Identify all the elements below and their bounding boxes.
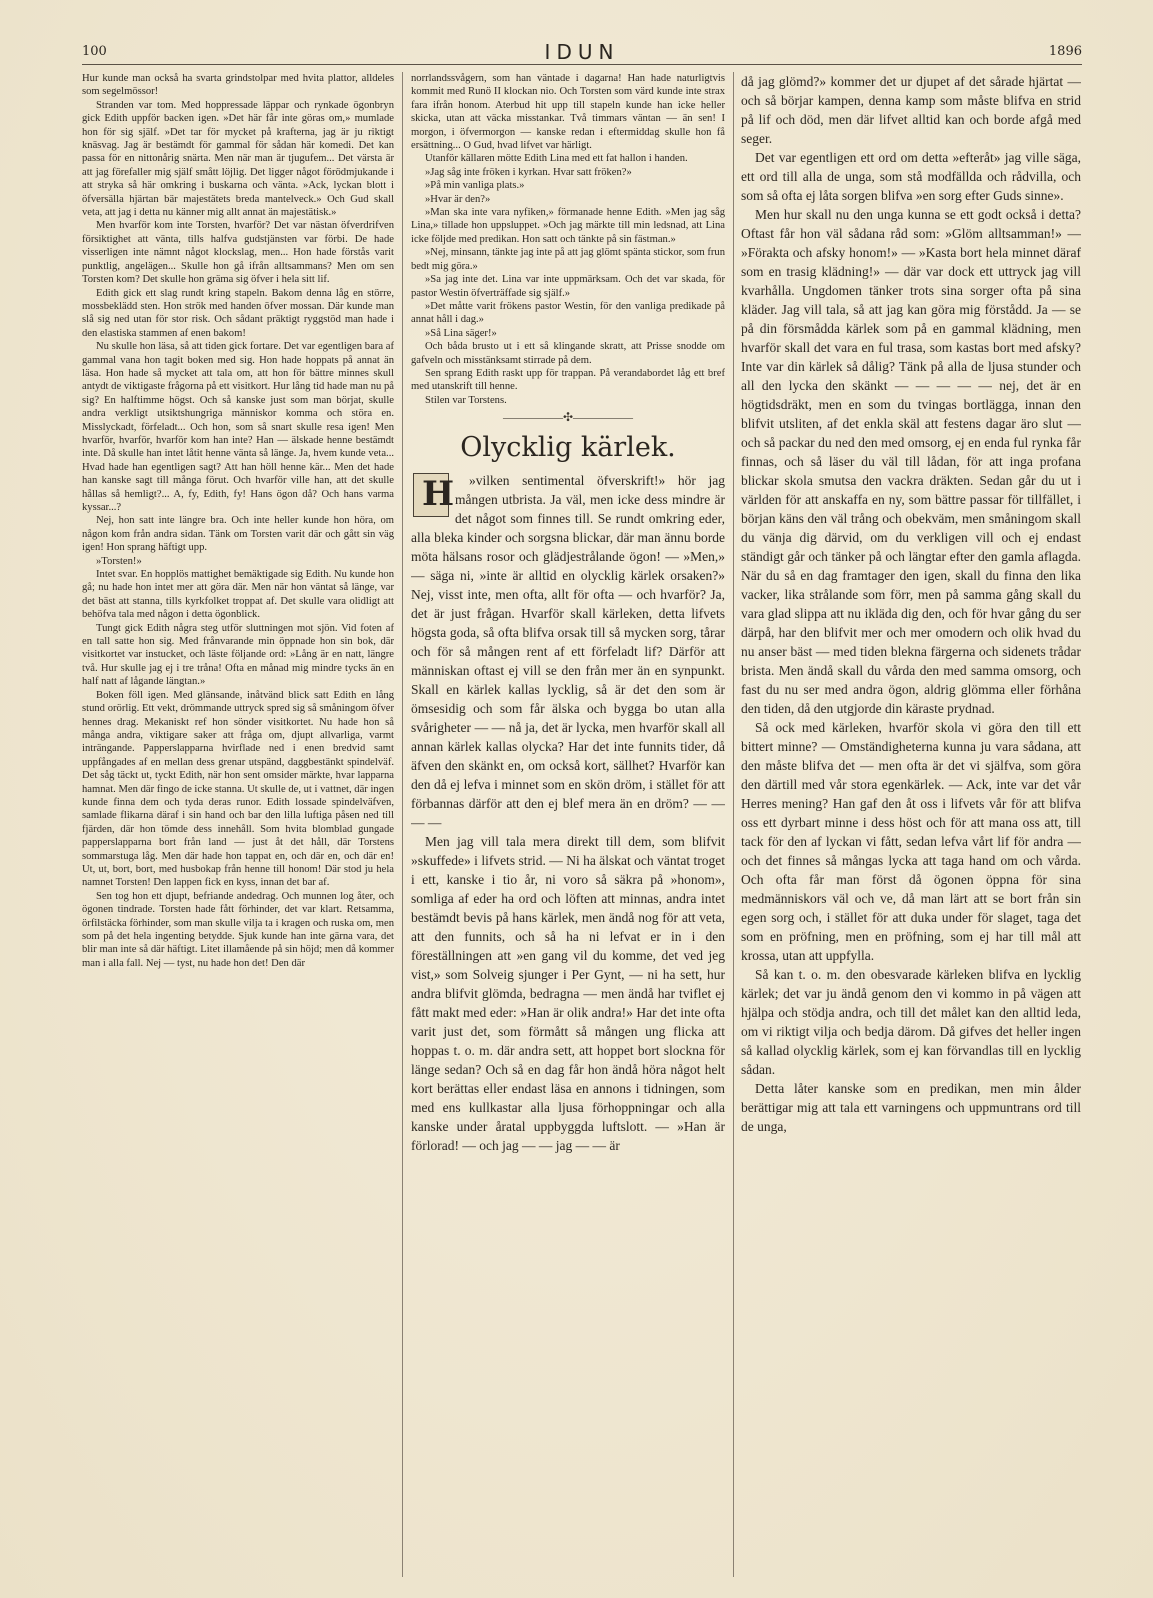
paragraph: Detta låter kanske som en predikan, men min ålder berättigar mig att tala ett varningens och uppmuntrans ord till de unga,: [741, 1081, 1081, 1134]
paragraph: »Så Lina säger!»: [425, 327, 497, 339]
paragraph: »Jag såg inte fröken i kyrkan. Hvar satt fröken?»: [425, 166, 632, 178]
header-rule: [82, 64, 1082, 65]
paragraph: Så ock med kärleken, hvarför skola vi göra den till ett bittert minne? — Omständigheterna kunna ju vara sådana, att den måste blifva det — men ofta är det vi själfva, som göra den därtill med vår stora egenkärlek. — Ack, inte var det vår Herres mening? Han gaf den åt oss i lifvets vår för att blifva oss ett dyrbart minne i dess höst och för att mana oss att, till tack för den af lyckan vi fått, sedan lefva vårt lif för andra — och det finnes så mångas lycka att taga hand om och vårda. Och ofta får man först då ögonen öppna för sina medmänniskors väl och ve, då man lärt att se bort från sin egen sorg och, i stället för att duka under för slaget, taga det som en pröfning, men en pröfning, som ej har till mål att krossa, utan att uppfylla.: [741, 720, 1081, 963]
paragraph: Så kan t. o. m. den obesvarade kärleken blifva en lycklig kärlek; det var ju ändå genom den vi kommo in på vägen att hjälpa och stödja andra, och till det målet kan den alltid leda, om vi riktigt vilja och bedja därom. Då gifves det heller ingen så kallad olycklig kärlek, som ej kan förvandlas till en lycklig sådan.: [741, 967, 1081, 1077]
column-3: [741, 72, 1081, 1577]
paragraph: »Torsten!»: [96, 555, 142, 567]
paragraph: Stranden var tom. Med hoppressade läppar och rynkade ögonbryn gick Edith uppför backen igen. »Det här får inte göras om,» mumlade hon för sig själf. »Det tar för mycket på krafterna, jag är ju riktigt knäsvag. Jag är bestämdt för gammal för sådan här komedi. Det kan passa för en nittonårig snärta. Men när man är tjugufem... Det värsta är att jag förefaller mig själf smått löjlig. Det ligger något förödmjukande i att stryka så här omkring i buskarna och vänta. »Ack, lyckan blott i öfversälla hjärtan bär majestätets breda mantelveck.» Och Gud skall veta, att jag i detta nu känner mig allt annat än majestätisk.»: [82, 99, 394, 219]
year: 1896: [1048, 44, 1082, 59]
column-2: [411, 72, 725, 1577]
paragraph: Nej, hon satt inte längre bra. Och inte heller kunde hon höra, om någon kom från andra sidan. Tänk om Torsten varit där och gått sin väg igen! Hon sprang häftigt upp.: [82, 515, 394, 554]
column-divider: [402, 72, 403, 1577]
paragraph: Edith gick ett slag rundt kring stapeln. Bakom denna låg en större, mossbeklädd sten. Hon strök med handen öfver mossan. Där kunde man slå sig ned utan för stor risk. Och sådant präktigt ryggstöd man hade i den elastiska stammen af enen bakom!: [82, 287, 394, 339]
paragraph: »Sa jag inte det. Lina var inte uppmärksam. Och det var skada, för pastor Westin öfverträffade sig själf.»: [411, 274, 725, 299]
paragraph: då jag glömd?» kommer det ur djupet af det sårade hjärtat — och så börjar kampen, denna kamp som måste blifva en strid på lif och död, men där lifvet alltid kan och borde afgå med seger.: [741, 74, 1081, 146]
paragraph: Hur kunde man också ha svarta grindstolpar med hvita plattor, alldeles som segelmössor!: [82, 73, 394, 98]
paragraph: Och båda brusto ut i ett så klingande skratt, att Prisse snodde om gafveln och misstänksamt stirrade på dem.: [411, 341, 725, 366]
paragraph: Boken föll igen. Med glänsande, inåtvänd blick satt Edith en lång stund orörlig. Ett vekt, drömmande uttryck spred sig så småningom öfver hennes drag. Mekaniskt ref hon sönder visitkortet. Nu hade hon så många andra, viktigare saker att fråga om, djupt allvarliga, varmt inträngande. Papperslapparna hvirflade ned i enen bredvid samt uppfångades af en mellan dess grenar utspänd, daggbestänkt spindelväf. Det såg täckt ut, tyckt Edith, när hon sent omsider märkte, hvar lapparna hamnat. Men där fingo de icke stanna. Ut skulle de, ut i vattnet, där ingen kunde finna dem och tyda deras runor. Edith lossade spindelväfven, samlade flikarna däraf i sin hand och bar den lilla luftiga påsen ned till fjärden, där hon tömde dess innehåll. Som hvita blomblad gungade papperslapparna bort från land — just åt det håll, där Torstens sommarstuga låg. Men där hade hon tappat en, och där en, och där en! Ut, ut, bort, bort, med husbokap från henne till honom! Där stod ju hela namnet Torsten! Den lappen fick en kyss, innan det bar af.: [82, 689, 394, 889]
drop-cap: H: [413, 473, 449, 517]
paragraph: [411, 471, 725, 832]
paragraph: Tungt gick Edith några steg utför sluttningen mot sjön. Vid foten af en tall satte hon sig. Med frånvarande min öppnade hon sin bok, där visitkortet var instucket, och läste följande ord: »Lång är en natt, längre två. Hur skulle jag ej i tre tråna! Ofta en månad mig mindre tycks än en half natt af lågande längtan.»: [82, 622, 394, 688]
essay: [411, 431, 725, 1155]
paragraph: »Man ska inte vara nyfiken,» förmanade henne Edith. »Men jag såg Lina,» tillade hon uppsluppet. »Och jag märkte till min ledsnad, att Lina icke följde med predikan. Hon satt och tänkte på sin fästman.»: [411, 207, 725, 245]
paragraph: »Hvar är den?»: [425, 193, 491, 205]
paragraph: Utanför källaren mötte Edith Lina med ett fat hallon i handen.: [425, 153, 688, 165]
paragraph: Nu skulle hon läsa, så att tiden gick fortare. Det var egentligen bara af gammal vana hon tagit boken med sig. Hon hade hoppats på annat än läsa. Hon hade så mycket att tala om, att hon för bättre minnes skull antydt de viktigaste frågorna på ett visitkort. Hur lång tid hade man nu på sig? En halftimme högst. Och så kanske just som man börjat, skulle andra verkligt utsiktshungriga människor komma och störa en. Misslyckadt, förfeladt... Och hon, som så snart skulle resa igen! Men hvarför, hvarför, hvarför kom han inte? Han — älskade henne bestämdt inte. Då skulle han intet låtit henne vänta så länge. Ja, hvem kunde veta... Hvad hade han egentligen sagt? Att han höll henne kär... Men det hade han kanske sagt till många förut. Och hvarför ville han, att det skulle hållas så hemligt?... A, fy, Edith, fy! Hans ögon då? Och hans varma kyssar...?: [82, 341, 394, 513]
paragraph: Men hur skall nu den unga kunna se ett godt också i detta? Oftast får hon väl sådana råd som: »Glöm alltsamman!» — »Förakta och afsky honom!» — »Kasta bort hela minnet däraf som en trasig klädning!» — där var dock ett uttryck jag vill kvarhålla. Ungdomen tänker trots sina sorger ofta på sina kläder. Jag vill tala, så att jag kan göra mig förstådd. Ja — se på din försmådda kärlek som på en gammal klädning, men hvarför skall det vara en ful trasa, som kastas bort med afsky? Inte var din kärlek så dålig? Tänk på alla de ljusa stunder och all den lycka den skänkt — — — — — nej, det är en högtidsdräkt, men en som du tvingas bortlägga, innan den blifvit utsliten, af det enkla skäl att festens dagar äro slut — och så packar du ned den med omsorg, ej en enda ful rynka får finnas, och så läser du väl till lådan, för att inga profana blickar skola smutsa den vackra dräkten. Sedan går du ut i världen för att anskaffa en ny, som bättre passar för tillfället, i början käns den väl trång och obekväm, men småningom skall du vänja dig därvid, om du verkligen vill och ej endast ständigt går och tänker på och längtar efter den gamla aflagda. När du så en dag framtager den igen, skall du finna den lika vacker, lika strålande som förr, men på samma gång skall du vara glad slippa att nu ikläda dig den, och för hvar gång du ser därpå, har den blifvit mer och mer omodern och olik hvad du nu anser bäst — med tiden blekna färgerna och sidenets trådar brista. Men ändå skall du vårda den med samma omsorg, och fast du nu ser med andra ögon, aldrig glömma eller förhåna den tiden, då den utgjorde din käraste prydnad.: [741, 207, 1081, 716]
column-1: [82, 72, 394, 1577]
running-head: [82, 40, 1082, 64]
paragraph: Intet svar. En hopplös mattighet bemäktigade sig Edith. Nu kunde hon gå; nu hade hon intet mer att göra där. Men när hon väntat så länge, var det bäst att stanna, tills kyrkfolket troppat af. Det skulle vara olidligt att behöfva tala med någon i detta ögonblick.: [82, 569, 394, 621]
paragraph: norrlandssvågern, som han väntade i dagarna! Han hade naturligtvis kommit med Runö II klockan nio. Och Torsten som värd kunde inte strax fara ifrån honom. Aterbud hit upp till stapeln kunde han icke heller skicka, utan att väcka misstankar. Två timmars väntan — än sen! I morgon, i öfvermorgon — kanske redan i eftermiddag skulle hon få ersättning... O Gud, hvad lifvet var härligt.: [411, 73, 725, 152]
paragraph: Sen tog hon ett djupt, befriande andedrag. Och munnen log åter, och ögonen tindrade. Torsten hade fått förhinder, det var klart. Retsamma, örfilstäcka förhinder, som man skulle vilja ta i kragen och ruska om, men som på det hela ingenting betydde. Sjuk kunde han inte gärna vara, det blir man inte så där häftigt. Litet illamående på sin höjd; men då kommer man i alla fall. Nej — tyst, nu hade hon det! Den där: [82, 890, 394, 969]
paragraph: Men jag vill tala mera direkt till dem, som blifvit »skuffede» i lifvets strid. — Ni ha älskat och väntat troget i ett, kanske i tio år, ni voro så säkra på »honom», somliga af eder ha ord och löften att minnas, andra intet bestämdt bevis på hans kärlek, men ändå nog för att veta, att den funnits, och så ha ni lefvat er in i den föreställningen att »en gang vil du komme, det ved jeg vist,» som Solveig sjunger i Per Gynt, — ni ha sett, hur andra blifvit glömda, bedragna — men ändå har tviflet ej fått makt med eder: »Han är olik andra!» Har det inte ofta varit just det, som förmått så mången ung flicka att hoppas t. o. m. där andra sett, att hoppet bort slockna för länge sedan? Och så en dag får hon ändå höra något helt kort berättas eller endast läsa en annons i tidningen, som med ens kullkastar alla ljusa förhoppningar och alla kanske under åratal uppbyggda luftslott. — »Han är förlorad! — och jag — — jag — — är: [411, 833, 725, 1153]
paragraph: »På min vanliga plats.»: [425, 180, 525, 192]
section-ornament: —————✣—————: [502, 410, 634, 425]
column-divider: [733, 72, 734, 1577]
paragraph-text: »vilken sentimental öfverskrift!» hör jag mången utbrista. Ja väl, men icke dess mindre är det något som finnes till. Se rundt omkring eder, alla bleka kinder och sorgsna blickar, där man ännu borde möta hälsans rosor och glädjestrålande ögon! — »Men,» — säga ni, »inte är alltid en olycklig kärlek orsaken?» Nej, visst inte, men ofta, allt för ofta — och hvarför? Ja, det är just frågan. Hvarför skall kärleken, detta lifvets högsta goda, så ofta blifva orsak till så mycken sorg, tårar och för så mången rent af ett förfeladt lif? Därför att människan oftast ej vill se den från mer än en synpunkt. Skall en kärlek kallas lycklig, så är det den som är ömsesidig och som får älska och bygga bo utan alla svårigheter — — nå ja, det är lycka, men hvarför skall all annan kärlek kallas olycka? Har det inte funnits tider, då äfven den skänkt en, om också kort, sällhet? Hvarför kan den då ej lefva i minnet som en skön dröm, i stället för att förbannas därför att den ej blef mera än en dröm? — — — —: [411, 472, 725, 830]
page-number: 100: [82, 44, 107, 59]
paragraph: Sen sprang Edith raskt upp för trappan. På verandabordet låg ett bref med utanskrift till henne.: [411, 367, 725, 393]
paragraph: Stilen var Torstens.: [425, 394, 507, 406]
paragraph: Det var egentligen ett ord om detta »efteråt» jag ville säga, ett ord till alla de unga, som stå modfällda och rådvilla, och som så ofta ej låta sorgen blifva »en sorg efter Guds sinne».: [741, 150, 1081, 203]
paragraph: »Det måtte varit frökens pastor Westin, för den vanliga predikade på annat håll i dag.»: [411, 300, 725, 326]
paragraph: »Nej, minsann, tänkte jag inte på att jag glömt spänta stickor, som frun bedt mig göra.»: [411, 247, 725, 272]
paragraph: Men hvarför kom inte Torsten, hvarför? Det var nästan öfverdrifven försiktighet att vänta, tills halfva gudstjänsten var förbi. De hade visserligen inte nämnt något klockslag, men... Hon hade förstås varit punktlig, angelägen... Skulle hon gå ifrån alltsammans? Men om sen Torsten kom? Det skulle hon gräma sig öfver i hela sitt lif.: [82, 220, 394, 286]
article-title: Olycklig kärlek.: [460, 431, 676, 463]
story-ending: [411, 72, 725, 425]
masthead: IDUN: [544, 40, 620, 64]
